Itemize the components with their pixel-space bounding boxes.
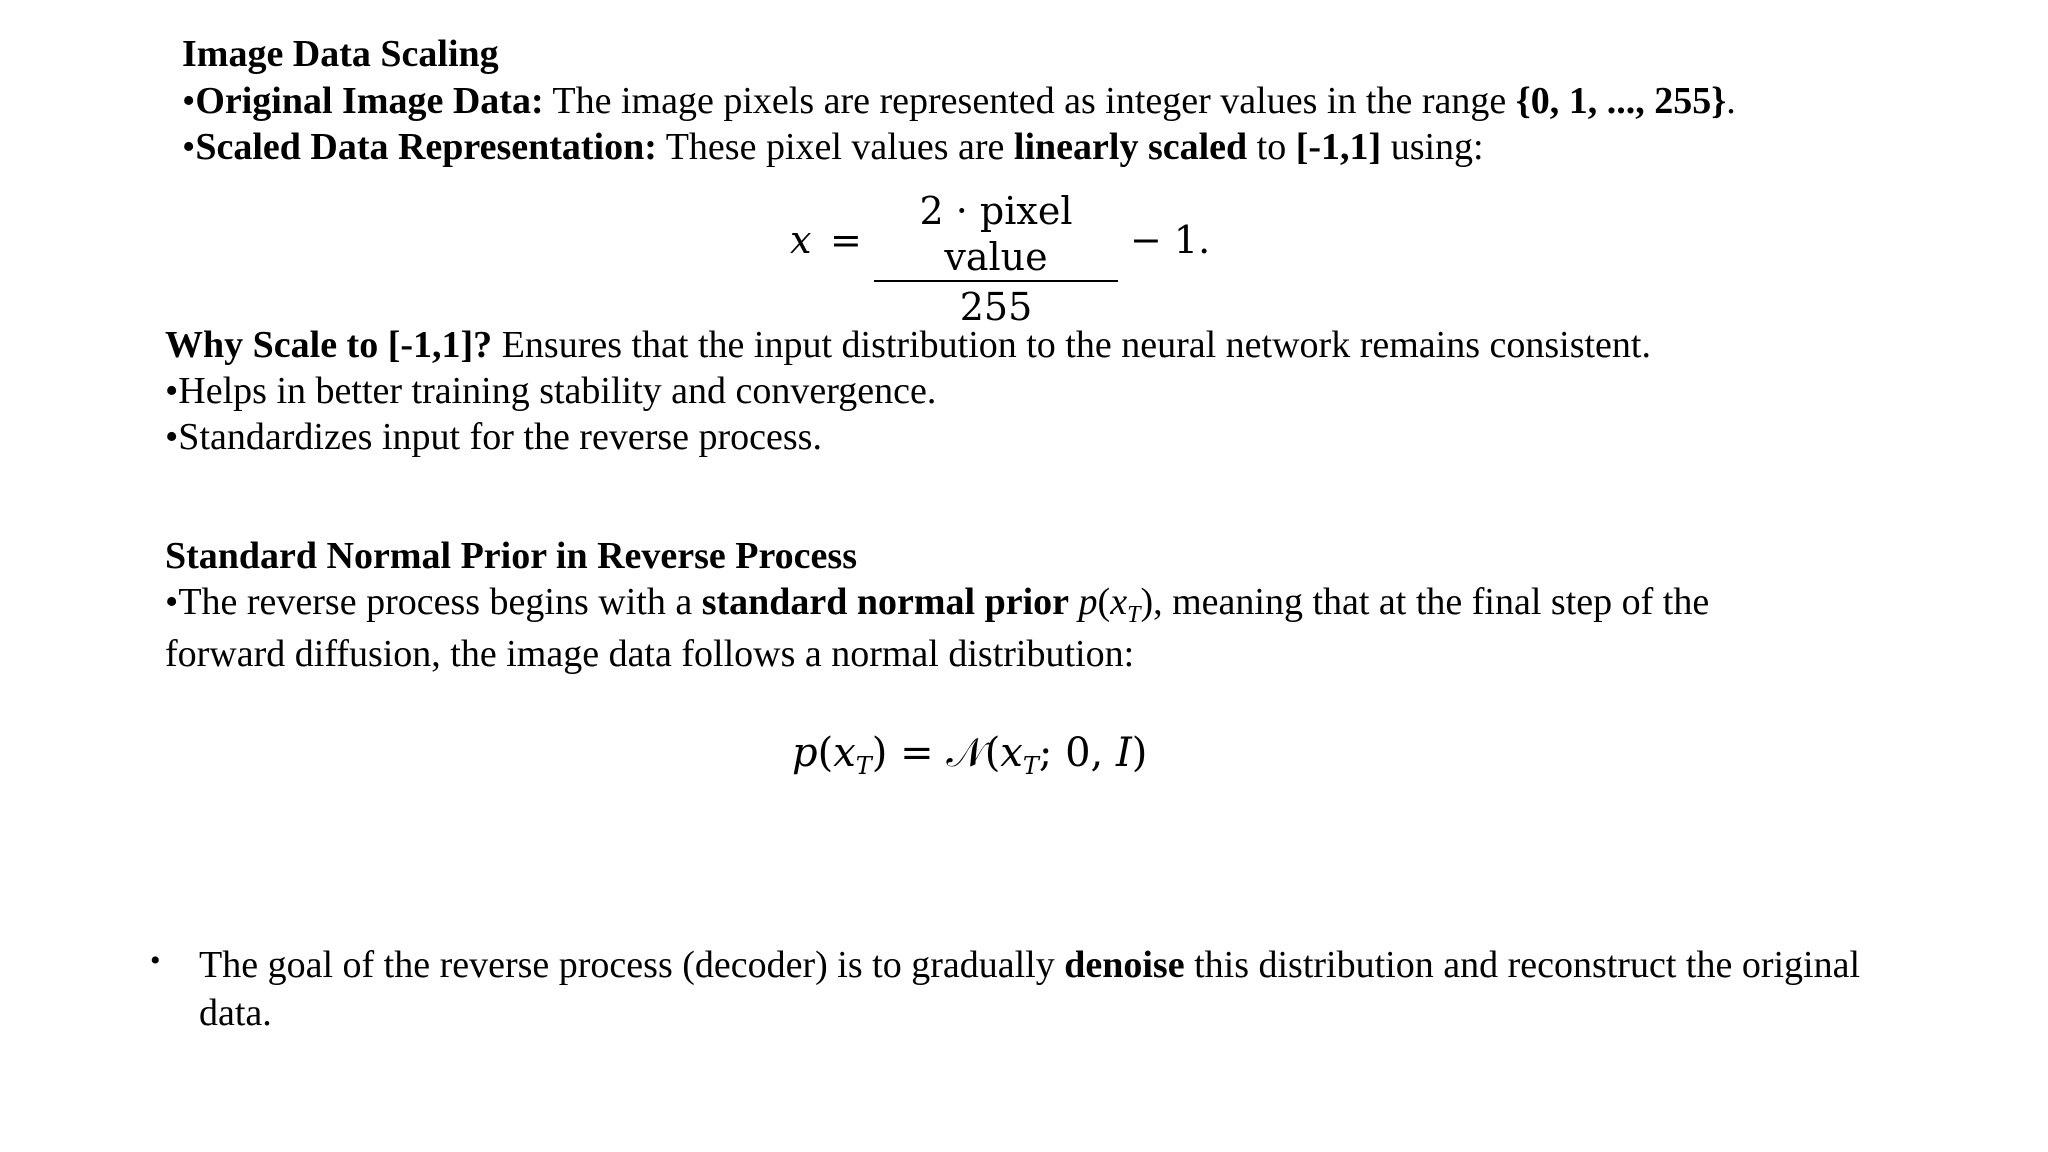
formula-subscript: T xyxy=(855,752,872,780)
bullet-emphasis: linearly scaled xyxy=(1013,126,1248,168)
prior-text-1: The reverse process begins with a xyxy=(178,581,702,623)
formula-equals: = xyxy=(887,730,947,776)
bullet-text: The image pixels are represented as integer values in the range xyxy=(543,80,1516,122)
formula-p: p xyxy=(792,730,818,776)
bullet-label: Original Image Data: xyxy=(195,80,544,122)
section-title-standard-normal-prior: Standard Normal Prior in Reverse Process xyxy=(165,535,857,577)
formula-paren-open: ( xyxy=(817,730,834,776)
goal-bullet-marker: • xyxy=(150,944,161,977)
bullet-marker: • xyxy=(182,126,196,168)
why-scale-text: Ensures that the input distribution to the neural network remains consistent. xyxy=(492,324,1651,366)
prior-bullet-line-1 xyxy=(165,579,1709,638)
prior-paren-open: ( xyxy=(1097,581,1111,623)
formula-rest: − 1. xyxy=(1130,218,1211,262)
formula-subscript-2: T xyxy=(1022,752,1039,780)
prior-bullet-line-2: forward diffusion, the image data follows a normal distribution: xyxy=(165,633,1135,675)
prior-x: x xyxy=(1110,581,1128,623)
formula-args-open: ( xyxy=(984,730,1001,776)
formula-args-close: ) xyxy=(1131,730,1148,776)
formula-equals: = xyxy=(830,218,862,262)
normal-prior-formula xyxy=(792,730,1147,789)
why-scale-line xyxy=(165,322,1651,368)
formula-identity: I xyxy=(1115,730,1132,776)
formula-lhs: x xyxy=(790,218,812,262)
bullet-end: . xyxy=(1726,80,1736,122)
formula-x2: x xyxy=(1000,730,1023,776)
goal-text-2: this distribution and reconstruct the original xyxy=(1184,944,1861,986)
bullet-text: These pixel values are xyxy=(656,126,1014,168)
goal-text-1: The goal of the reverse process (decoder) is to gradually xyxy=(199,944,1065,986)
bullet-end: using: xyxy=(1381,126,1484,168)
bullet-marker: • xyxy=(182,80,196,122)
formula-numerator: 2 · pixel value xyxy=(919,189,1073,279)
prior-paren-close: ) xyxy=(1140,581,1154,623)
formula-x: x xyxy=(833,730,856,776)
formula-args-rest: ; 0, xyxy=(1038,730,1116,776)
goal-line-2: data. xyxy=(199,992,272,1034)
goal-emphasis: denoise xyxy=(1064,944,1185,986)
list-item: •Helps in better training stability and convergence. xyxy=(165,370,937,412)
formula-normal-symbol: 𝒩 xyxy=(946,730,985,776)
bullet-marker: • xyxy=(165,581,179,623)
range-value: [-1,1] xyxy=(1295,126,1382,168)
formula-fraction xyxy=(874,188,1118,332)
formula-paren-close: ) xyxy=(871,730,888,776)
section-title-why-scale: Why Scale to [-1,1]? xyxy=(165,324,493,366)
section-title-image-data-scaling: Image Data Scaling xyxy=(182,33,499,75)
goal-line-1 xyxy=(199,942,1860,988)
formula-denominator: 255 xyxy=(959,285,1033,329)
bullet-text-2: to xyxy=(1247,126,1296,168)
prior-emphasis: standard normal prior xyxy=(701,581,1070,623)
bullet-label: Scaled Data Representation: xyxy=(195,126,657,168)
prior-text-2: , meaning that at the final step of the xyxy=(1153,581,1710,623)
range-value: {0, 1, ..., 255} xyxy=(1515,80,1727,122)
prior-p: p xyxy=(1078,581,1098,623)
bullet-original-image-data xyxy=(182,78,1736,124)
prior-subscript: T xyxy=(1127,602,1141,628)
bullet-scaled-data-representation xyxy=(182,124,1484,170)
list-item: •Standardizes input for the reverse process. xyxy=(165,416,822,458)
